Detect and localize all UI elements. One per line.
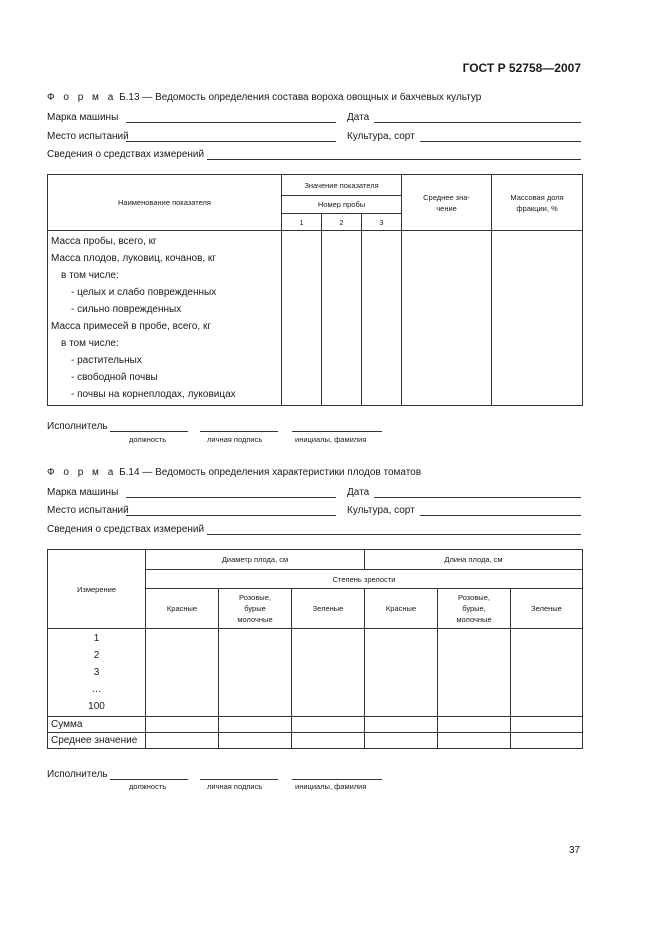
mean-cell[interactable] [219, 733, 292, 749]
ripeness-header: Красные [365, 589, 438, 629]
measurements-row [48, 629, 583, 717]
form14-instruments-label: Сведения о средствах измерений [47, 524, 205, 535]
indicator-row: Масса примесей в пробе, всего, кг [51, 321, 211, 332]
ripeness-header: Зеленые [292, 589, 365, 629]
form13-caption [47, 92, 481, 103]
indicator-row: в том числе: [61, 338, 119, 349]
value-cell[interactable] [362, 231, 402, 406]
indicator-row: - растительных [71, 355, 142, 366]
form14-place-label: Место испытаний [47, 505, 129, 516]
ripeness-header: Зеленые [511, 589, 583, 629]
mean-cell[interactable] [438, 733, 511, 749]
indicator-row: - целых и слабо поврежденных [71, 287, 217, 298]
form13-signature-caption: личная подпись [207, 435, 263, 444]
form14-name-caption: инициалы, фамилия [295, 782, 367, 791]
ripeness-header: Красные [146, 589, 219, 629]
form14-date-line[interactable] [374, 497, 581, 498]
measurement-number: … [91, 684, 102, 695]
sum-cell[interactable] [438, 717, 511, 733]
form14-caption [47, 467, 421, 478]
form13-instruments-label: Сведения о средствах измерений [47, 149, 205, 160]
mean-cell[interactable] [146, 733, 219, 749]
measurement-list [48, 629, 146, 717]
form13-name-caption: инициалы, фамилия [295, 435, 367, 444]
data-cell[interactable] [292, 629, 365, 717]
measurement-number: 3 [93, 667, 100, 678]
form13-place-line[interactable] [126, 141, 336, 142]
col-indicator-header: Наименование показателя [48, 175, 282, 231]
form14-signature-line[interactable] [200, 779, 278, 780]
indicator-row: Масса плодов, луковиц, кочанов, кг [51, 253, 216, 264]
sample-number: 2 [322, 214, 362, 231]
ripeness-header [438, 589, 511, 629]
mean-cell[interactable] [365, 733, 438, 749]
form13-name-line[interactable] [292, 431, 382, 432]
form14-caption-text: Б.14 — Ведомость определения характеристики плодов томатов [119, 467, 422, 478]
value-cell[interactable] [322, 231, 362, 406]
form14-name-line[interactable] [292, 779, 382, 780]
data-cell[interactable] [438, 629, 511, 717]
table-body-row [48, 231, 583, 406]
measurement-number: 1 [93, 633, 100, 644]
form14-place-line[interactable] [126, 515, 336, 516]
form13-table [47, 174, 583, 406]
ripeness-header-text: Розовые, бурые молочные [237, 593, 273, 624]
form14-machine-label: Марка машины [47, 487, 119, 498]
mean-cell[interactable] [511, 733, 583, 749]
form14-crop-label: Культура, сорт [347, 505, 415, 516]
sample-number: 1 [282, 214, 322, 231]
sum-cell[interactable] [146, 717, 219, 733]
col-mass-fraction-header-text: Массовая доля фракции, % [510, 192, 564, 213]
form13-position-line[interactable] [110, 431, 188, 432]
indicator-list [48, 231, 282, 406]
data-cell[interactable] [511, 629, 583, 717]
col-value-header: Значение показателя [282, 175, 402, 196]
form13-date-line[interactable] [374, 122, 581, 123]
form14-machine-line[interactable] [126, 497, 336, 498]
measurement-number: 2 [93, 650, 100, 661]
indicator-row: в том числе: [61, 270, 119, 281]
form13-caption-text: Б.13 — Ведомость определения состава вороха овощных и бахчевых культур [119, 92, 482, 103]
sum-cell[interactable] [365, 717, 438, 733]
form13-position-caption: должность [129, 435, 167, 444]
form14-signature-caption: личная подпись [207, 782, 263, 791]
sum-cell[interactable] [511, 717, 583, 733]
indicator-row: - почвы на корнеплодах, луковицах [71, 389, 236, 400]
data-cell[interactable] [365, 629, 438, 717]
mean-cell[interactable] [402, 231, 492, 406]
form14-instruments-line[interactable] [207, 534, 581, 535]
form14-date-label: Дата [347, 487, 370, 498]
form13-place-label: Место испытаний [47, 131, 129, 142]
form14-crop-line[interactable] [420, 515, 581, 516]
form13-signature-line[interactable] [200, 431, 278, 432]
row-mean-label: Среднее значение [48, 733, 146, 749]
col-mass-fraction-header [492, 175, 583, 231]
sample-number: 3 [362, 214, 402, 231]
ripeness-header [219, 589, 292, 629]
mean-cell[interactable] [292, 733, 365, 749]
col-mean-header [402, 175, 492, 231]
form13-date-label: Дата [347, 112, 370, 123]
form13-executor-label: Исполнитель [47, 421, 108, 432]
row-sum-label: Сумма [48, 717, 146, 733]
data-cell[interactable] [219, 629, 292, 717]
form13-instruments-line[interactable] [207, 159, 581, 160]
form14-position-line[interactable] [110, 779, 188, 780]
ripeness-header-text: Розовые, бурые, молочные [456, 593, 492, 624]
col-sample-no-header: Номер пробы [282, 196, 402, 214]
form13-crop-label: Культура, сорт [347, 131, 415, 142]
data-cell[interactable] [146, 629, 219, 717]
indicator-row: Масса пробы, всего, кг [51, 236, 157, 247]
col-mean-header-text: Среднее зна-чение [423, 192, 470, 213]
form14-table [47, 549, 583, 749]
form14-executor-label: Исполнитель [47, 769, 108, 780]
form13-caption-prefix: Ф о р м а [47, 92, 117, 103]
col-length-header: Длина плода, см [365, 550, 583, 570]
form13-machine-line[interactable] [126, 122, 336, 123]
form14-caption-prefix: Ф о р м а [47, 467, 117, 478]
form13-machine-label: Марка машины [47, 112, 119, 123]
indicator-row: - сильно поврежденных [71, 304, 182, 315]
measurement-number: 100 [88, 701, 105, 712]
col-ripeness-header: Степень зрелости [146, 570, 583, 589]
standard-number: ГОСТ Р 52758—2007 [462, 61, 581, 75]
mass-fraction-cell[interactable] [492, 231, 583, 406]
form14-position-caption: должность [129, 782, 167, 791]
col-diameter-header: Диаметр плода, см [146, 550, 365, 570]
col-measurement-header: Измерение [48, 550, 146, 629]
indicator-row: - свободной почвы [71, 372, 158, 383]
form13-crop-line[interactable] [420, 141, 581, 142]
page-number: 37 [569, 845, 581, 856]
sum-cell[interactable] [292, 717, 365, 733]
value-cell[interactable] [282, 231, 322, 406]
sum-cell[interactable] [219, 717, 292, 733]
